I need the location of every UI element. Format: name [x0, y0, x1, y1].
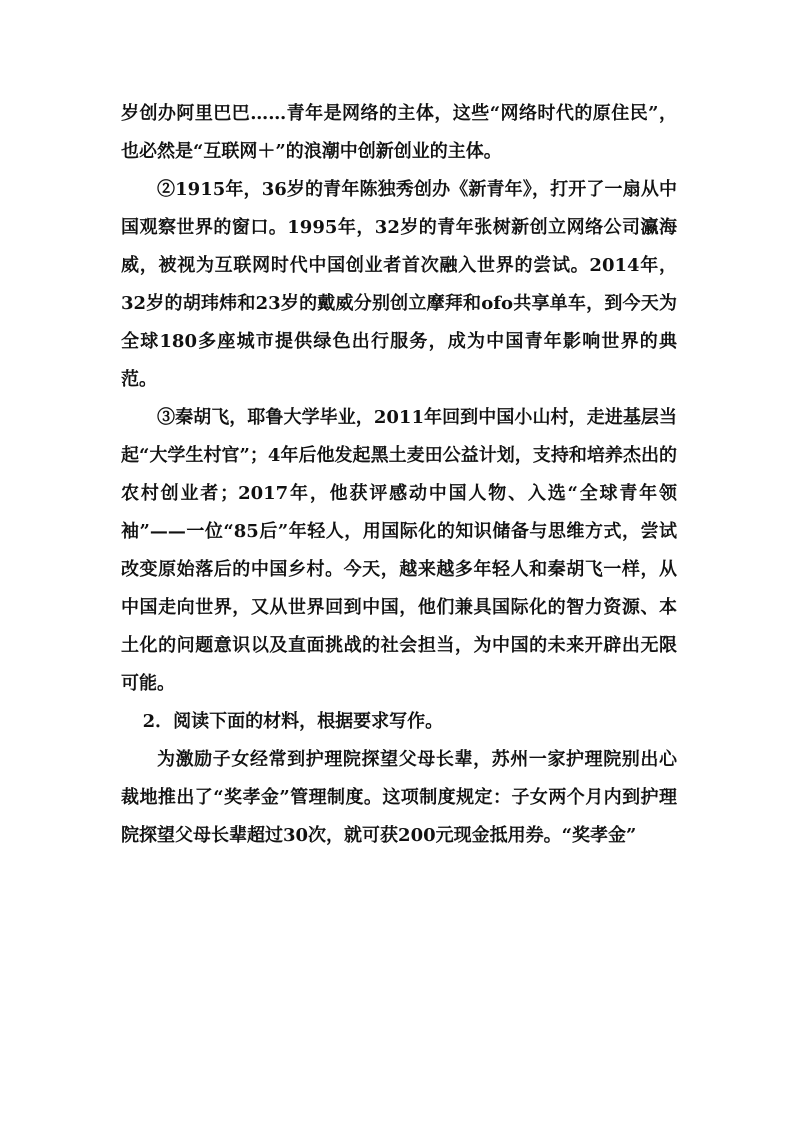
question-heading: 2．阅读下面的材料，根据要求写作。	[142, 711, 444, 732]
paragraph-material-3: ③秦胡飞，耶鲁大学毕业，2011年回到中国小山村，走进基层当起“大学生村官”；4年后他发起黑土麦田公益计划，支持和培养杰出的农村创业者；2017年，他获评感动中国人物、入选“全球青年领袖”——一位“85后”年轻人，用国际化的知识储备与思维方式，尝试改变原始落后的中国乡村。今天，越来越多年轻人和秦胡飞一样，从中国走向世界，又从世界回到中国，他们兼具国际化的智力资源、本土化的问题意识以及直面挑战的社会担当，为中国的未来开辟出无限可能。	[121, 407, 677, 694]
paragraph-material-2: ②1915年，36岁的青年陈独秀创办《新青年》，打开了一扇从中国观察世界的窗口。1995年，32岁的青年张树新创立网络公司瀛海威，被视为互联网时代中国创业者首次融入世界的尝试。2014年，32岁的胡玮炜和23岁的戴威分别创立摩拜和ofo共享单车，到今天为全球180多座城市提供绿色出行服务，成为中国青年影响世界的典范。	[121, 179, 677, 390]
question-paragraph: 为激励子女经常到护理院探望父母长辈，苏州一家护理院别出心裁地推出了“奖孝金”管理制度。这项制度规定：子女两个月内到护理院探望父母长辈超过30次，就可获200元现金抵用券。“奖孝金”	[121, 749, 677, 846]
paragraph-continuation: 岁创办阿里巴巴……青年是网络的主体，这些“网络时代的原住民”，也必然是“互联网＋”的浪潮中创新创业的主体。	[121, 103, 677, 162]
document-body	[121, 95, 677, 855]
